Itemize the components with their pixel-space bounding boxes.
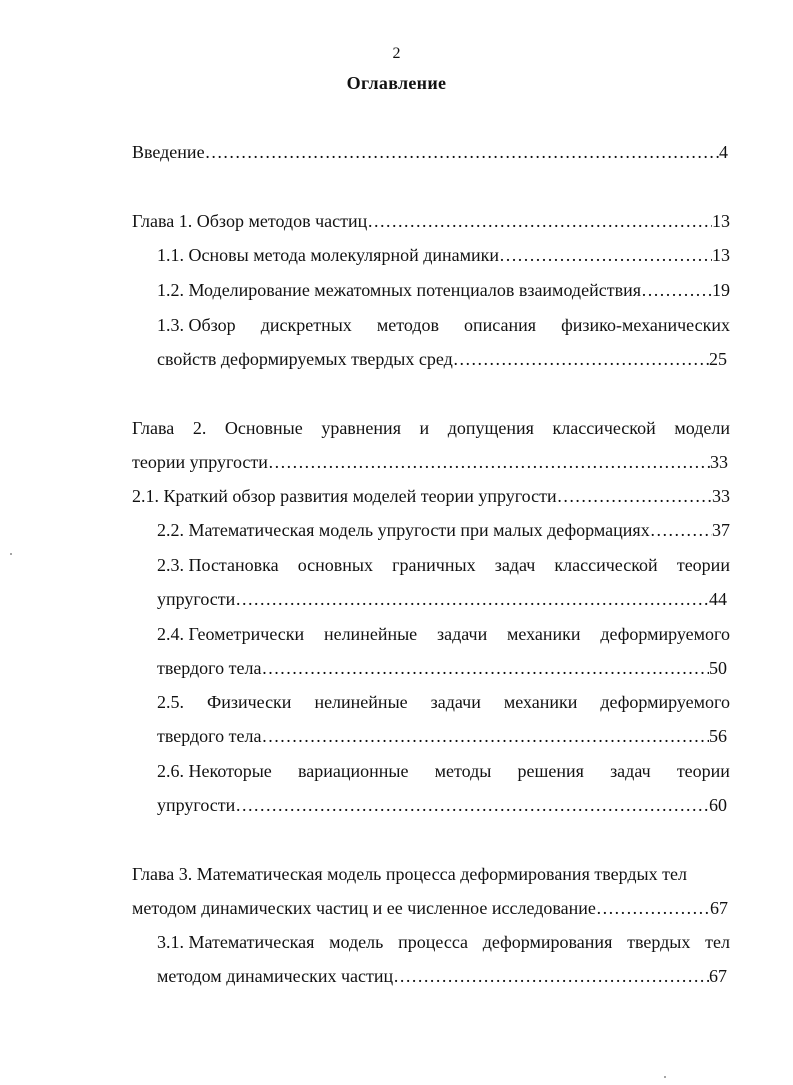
toc-word: твердых [627, 932, 691, 952]
toc-word: деформируемого [600, 624, 730, 644]
dot-leader [235, 588, 709, 610]
toc-entry-page: 19 [712, 280, 730, 300]
dot-leader [641, 279, 712, 301]
toc-entry-label: Глава 3. Математическая модель процесса деформирования твердых тел [132, 864, 687, 884]
toc-entry-label: 2.1. Краткий обзор развития моделей теории упругости [132, 486, 557, 506]
toc-word: 2.5. [157, 692, 184, 712]
toc-entry-intro [132, 141, 728, 163]
toc-entry-label: твердого тела [157, 726, 262, 746]
toc-entry-label: методом динамических частиц и ее численное исследование [132, 898, 596, 918]
toc-word: деформируемого [600, 692, 730, 712]
toc-word: уравнения [321, 418, 401, 438]
toc-entry-1-3-line1 [157, 314, 730, 336]
toc-word: вариационные [297, 761, 409, 781]
toc-word: тел [705, 932, 730, 952]
dot-leader [557, 485, 712, 507]
toc-word: физико-механических [561, 315, 730, 335]
toc-word: и [419, 418, 430, 438]
dot-leader [261, 725, 709, 747]
toc-entry-1-3-line2 [157, 348, 727, 370]
toc-entry-2-2 [157, 519, 730, 541]
dot-leader [453, 348, 709, 370]
page-title: Оглавление [346, 73, 447, 93]
toc-word: описания [464, 315, 537, 335]
toc-word: решения [517, 761, 584, 781]
toc-word: процесса [398, 932, 469, 952]
dot-leader [596, 897, 710, 919]
toc-entry-page: 13 [712, 211, 730, 231]
toc-entry-page: 67 [710, 898, 728, 918]
toc-word: Основные [224, 418, 303, 438]
dot-leader [499, 244, 712, 266]
toc-entry-page: 33 [712, 486, 730, 506]
toc-entry-page: 56 [709, 726, 727, 746]
toc-word: 2.3. Постановка [157, 555, 279, 575]
toc-word: задачи [430, 692, 481, 712]
toc-entry-2-6-line2 [157, 794, 727, 816]
dot-leader [205, 141, 719, 163]
toc-word: допущения [447, 418, 534, 438]
toc-entry-1-1 [157, 244, 730, 266]
toc-word: 2.4. Геометрически [157, 624, 305, 644]
toc-word: Глава [132, 418, 175, 438]
toc-entry-label: твердого тела [157, 658, 262, 678]
toc-entry-page: 44 [709, 589, 727, 609]
toc-entry-page: 13 [712, 245, 730, 265]
scan-speck [664, 1076, 666, 1078]
toc-entry-2-4-line1 [157, 623, 730, 645]
toc-word: задачи [436, 624, 488, 644]
toc-word: нелинейные [314, 692, 408, 712]
toc-entry-label: упругости [157, 589, 236, 609]
toc-word: 2.6. Некоторые [157, 761, 272, 781]
toc-entry-3-1-line1 [157, 931, 730, 953]
toc-entry-page: 25 [709, 349, 727, 369]
dot-leader [650, 519, 712, 541]
toc-word: теории [676, 555, 730, 575]
toc-entry-page: 50 [709, 658, 727, 678]
toc-entry-3-1-line2 [157, 965, 727, 987]
toc-entry-2-5-line2 [157, 725, 727, 747]
toc-entry-chapter-1 [132, 210, 730, 232]
toc-entry-label: 1.1. Основы метода молекулярной динамики [157, 245, 500, 265]
toc-entry-page: 60 [709, 795, 727, 815]
toc-word: 3.1. Математическая [157, 932, 315, 952]
toc-entry-label: Введение [132, 142, 205, 162]
toc-word: методы [434, 761, 492, 781]
toc-word: основных [297, 555, 374, 575]
dot-leader [393, 965, 709, 987]
toc-entry-2-3-line2 [157, 588, 727, 610]
dot-leader [268, 451, 710, 473]
toc-entry-2-3-line1 [157, 554, 730, 576]
toc-entry-page: 4 [719, 142, 728, 162]
toc-entry-2-6-line1 [157, 760, 730, 782]
toc-word: деформирования [482, 932, 613, 952]
toc-entry-chapter-2-line2 [132, 451, 728, 473]
toc-word: граничных [392, 555, 476, 575]
toc-entry-2-4-line2 [157, 657, 727, 679]
toc-entry-label: упругости [157, 795, 236, 815]
toc-word: модели [674, 418, 730, 438]
toc-entry-1-2 [157, 279, 730, 301]
toc-entry-2-1 [132, 485, 730, 507]
toc-word: методов [376, 315, 439, 335]
dot-leader [235, 794, 709, 816]
toc-word: задач [494, 555, 536, 575]
dot-leader [261, 657, 709, 679]
toc-entry-chapter-3-line2 [132, 897, 728, 919]
toc-word: Физически [206, 692, 292, 712]
toc-word: классической [552, 418, 656, 438]
toc-word: теории [676, 761, 730, 781]
toc-word: механики [503, 692, 578, 712]
toc-entry-label: Глава 1. Обзор методов частиц [132, 211, 368, 231]
toc-entry-page: 33 [710, 452, 728, 472]
toc-entry-page: 67 [709, 966, 727, 986]
toc-word: модель [329, 932, 384, 952]
toc-word: нелинейные [323, 624, 418, 644]
toc-word: дискретных [260, 315, 352, 335]
toc-word: 1.3. Обзор [157, 315, 236, 335]
toc-entry-2-5-line1 [157, 691, 730, 713]
dot-leader [367, 210, 712, 232]
toc-entry-chapter-3-line1 [132, 863, 730, 885]
toc-entry-label: теории упругости [132, 452, 268, 472]
toc-entry-label: методом динамических частиц [157, 966, 394, 986]
toc-entry-label: 1.2. Моделирование межатомных потенциалов взаимодействия [157, 280, 641, 300]
toc-entry-label: 2.2. Математическая модель упругости при малых деформациях [157, 520, 650, 540]
toc-entry-page: 37 [712, 520, 730, 540]
page-number: 2 [392, 45, 401, 62]
toc-word: задач [610, 761, 651, 781]
toc-word: классической [554, 555, 658, 575]
toc-word: 2. [192, 418, 207, 438]
toc-entry-chapter-2-line1 [132, 417, 730, 439]
toc-entry-label: свойств деформируемых твердых сред [157, 349, 453, 369]
scan-speck [10, 553, 12, 555]
toc-word: механики [507, 624, 581, 644]
